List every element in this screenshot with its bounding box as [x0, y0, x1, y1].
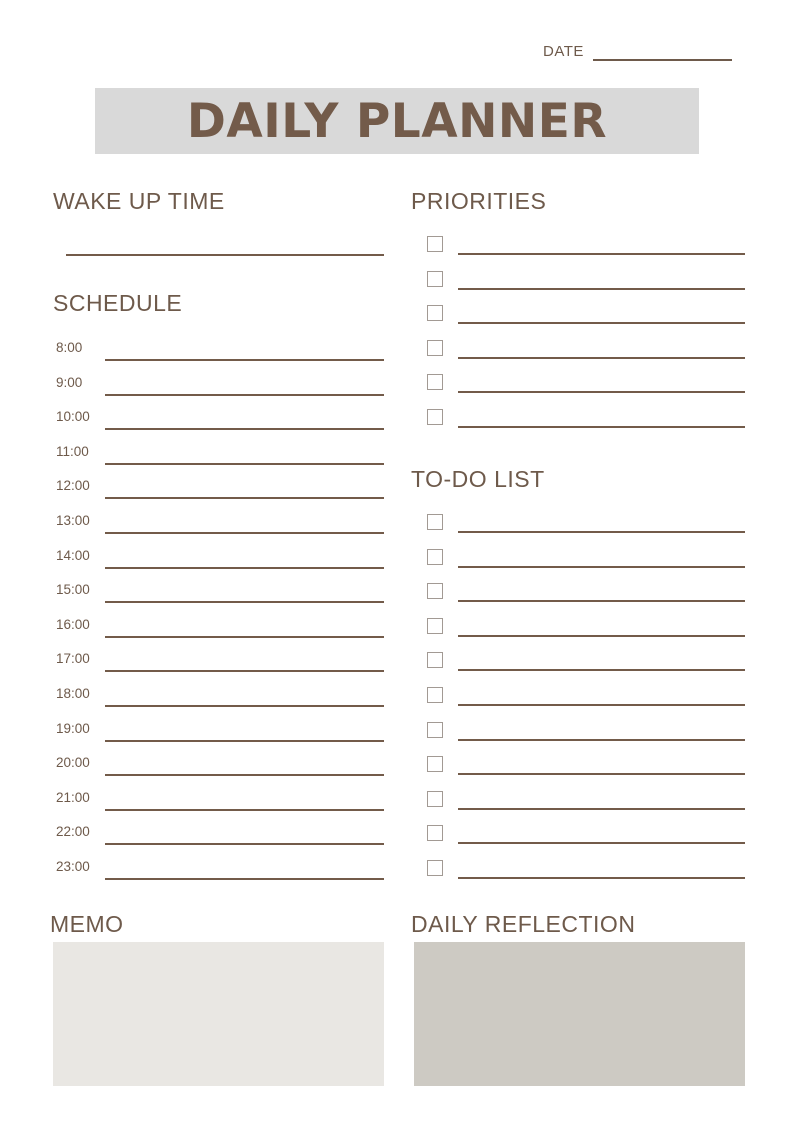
schedule-entry-line[interactable]: [105, 428, 384, 430]
todo-entry-line[interactable]: [458, 600, 745, 602]
todo-checkbox[interactable]: [427, 722, 443, 738]
todo-checkbox[interactable]: [427, 514, 443, 530]
todo-entry-line[interactable]: [458, 739, 745, 741]
schedule-entry-line[interactable]: [105, 532, 384, 534]
schedule-entry-line[interactable]: [105, 740, 384, 742]
page-title: DAILY PLANNER: [186, 93, 608, 149]
priority-checkbox[interactable]: [427, 409, 443, 425]
todo-entry-line[interactable]: [458, 566, 745, 568]
todo-checkbox[interactable]: [427, 791, 443, 807]
todo-checkbox[interactable]: [427, 652, 443, 668]
wake-up-line[interactable]: [66, 254, 384, 256]
schedule-time-label: 12:00: [56, 478, 90, 494]
priority-entry-line[interactable]: [458, 253, 745, 255]
date-label: DATE: [543, 43, 584, 60]
schedule-time-label: 10:00: [56, 409, 90, 425]
todo-checkbox[interactable]: [427, 687, 443, 703]
schedule-time-label: 11:00: [56, 443, 89, 459]
schedule-entry-line[interactable]: [105, 843, 384, 845]
schedule-time-label: 14:00: [56, 547, 90, 563]
priority-entry-line[interactable]: [458, 322, 745, 324]
wake-up-heading: WAKE UP TIME: [53, 188, 225, 214]
todo-checkbox[interactable]: [427, 583, 443, 599]
schedule-time-label: 19:00: [56, 720, 90, 736]
schedule-time-label: 20:00: [56, 755, 90, 771]
schedule-entry-line[interactable]: [105, 463, 384, 465]
schedule-entry-line[interactable]: [105, 809, 384, 811]
priority-checkbox[interactable]: [427, 374, 443, 390]
schedule-entry-line[interactable]: [105, 601, 384, 603]
todo-checkbox[interactable]: [427, 549, 443, 565]
todo-entry-line[interactable]: [458, 773, 745, 775]
memo-box[interactable]: [53, 942, 384, 1086]
schedule-entry-line[interactable]: [105, 636, 384, 638]
reflection-heading: DAILY REFLECTION: [411, 911, 636, 937]
schedule-entry-line[interactable]: [105, 774, 384, 776]
schedule-time-label: 18:00: [56, 686, 90, 701]
todo-entry-line[interactable]: [458, 635, 745, 637]
schedule-time-label: 8:00: [56, 340, 83, 355]
todo-entry-line[interactable]: [458, 808, 745, 810]
todo-entry-line[interactable]: [458, 669, 745, 671]
schedule-time-label: 23:00: [56, 859, 90, 874]
schedule-entry-line[interactable]: [105, 394, 384, 396]
title-banner: [95, 88, 699, 154]
memo-heading: MEMO: [50, 911, 124, 937]
date-field-line[interactable]: [593, 59, 732, 61]
schedule-time-label: 22:00: [56, 824, 90, 840]
schedule-time-label: 16:00: [56, 616, 90, 632]
todo-heading: TO-DO LIST: [411, 466, 545, 492]
priority-entry-line[interactable]: [458, 391, 745, 393]
todo-checkbox[interactable]: [427, 860, 443, 876]
reflection-box[interactable]: [414, 942, 745, 1086]
todo-checkbox[interactable]: [427, 825, 443, 841]
priority-checkbox[interactable]: [427, 271, 443, 287]
todo-entry-line[interactable]: [458, 842, 745, 844]
todo-checkbox[interactable]: [427, 756, 443, 772]
todo-checkbox[interactable]: [427, 618, 443, 634]
schedule-entry-line[interactable]: [105, 705, 384, 707]
schedule-entry-line[interactable]: [105, 670, 384, 672]
priority-entry-line[interactable]: [458, 357, 745, 359]
schedule-entry-line[interactable]: [105, 359, 384, 361]
priority-checkbox[interactable]: [427, 236, 443, 252]
priority-checkbox[interactable]: [427, 340, 443, 356]
schedule-entry-line[interactable]: [105, 878, 384, 880]
todo-entry-line[interactable]: [458, 531, 745, 533]
schedule-time-label: 15:00: [56, 582, 90, 598]
schedule-entry-line[interactable]: [105, 567, 384, 569]
todo-entry-line[interactable]: [458, 704, 745, 706]
schedule-time-label: 17:00: [56, 651, 90, 667]
schedule-entry-line[interactable]: [105, 497, 384, 499]
todo-entry-line[interactable]: [458, 877, 745, 879]
schedule-heading: SCHEDULE: [53, 290, 183, 316]
schedule-time-label: 9:00: [56, 374, 83, 390]
priority-checkbox[interactable]: [427, 305, 443, 321]
priority-entry-line[interactable]: [458, 288, 745, 290]
priorities-heading: PRIORITIES: [411, 188, 547, 214]
schedule-time-label: 13:00: [56, 513, 90, 528]
priority-entry-line[interactable]: [458, 426, 745, 428]
schedule-time-label: 21:00: [56, 789, 90, 805]
